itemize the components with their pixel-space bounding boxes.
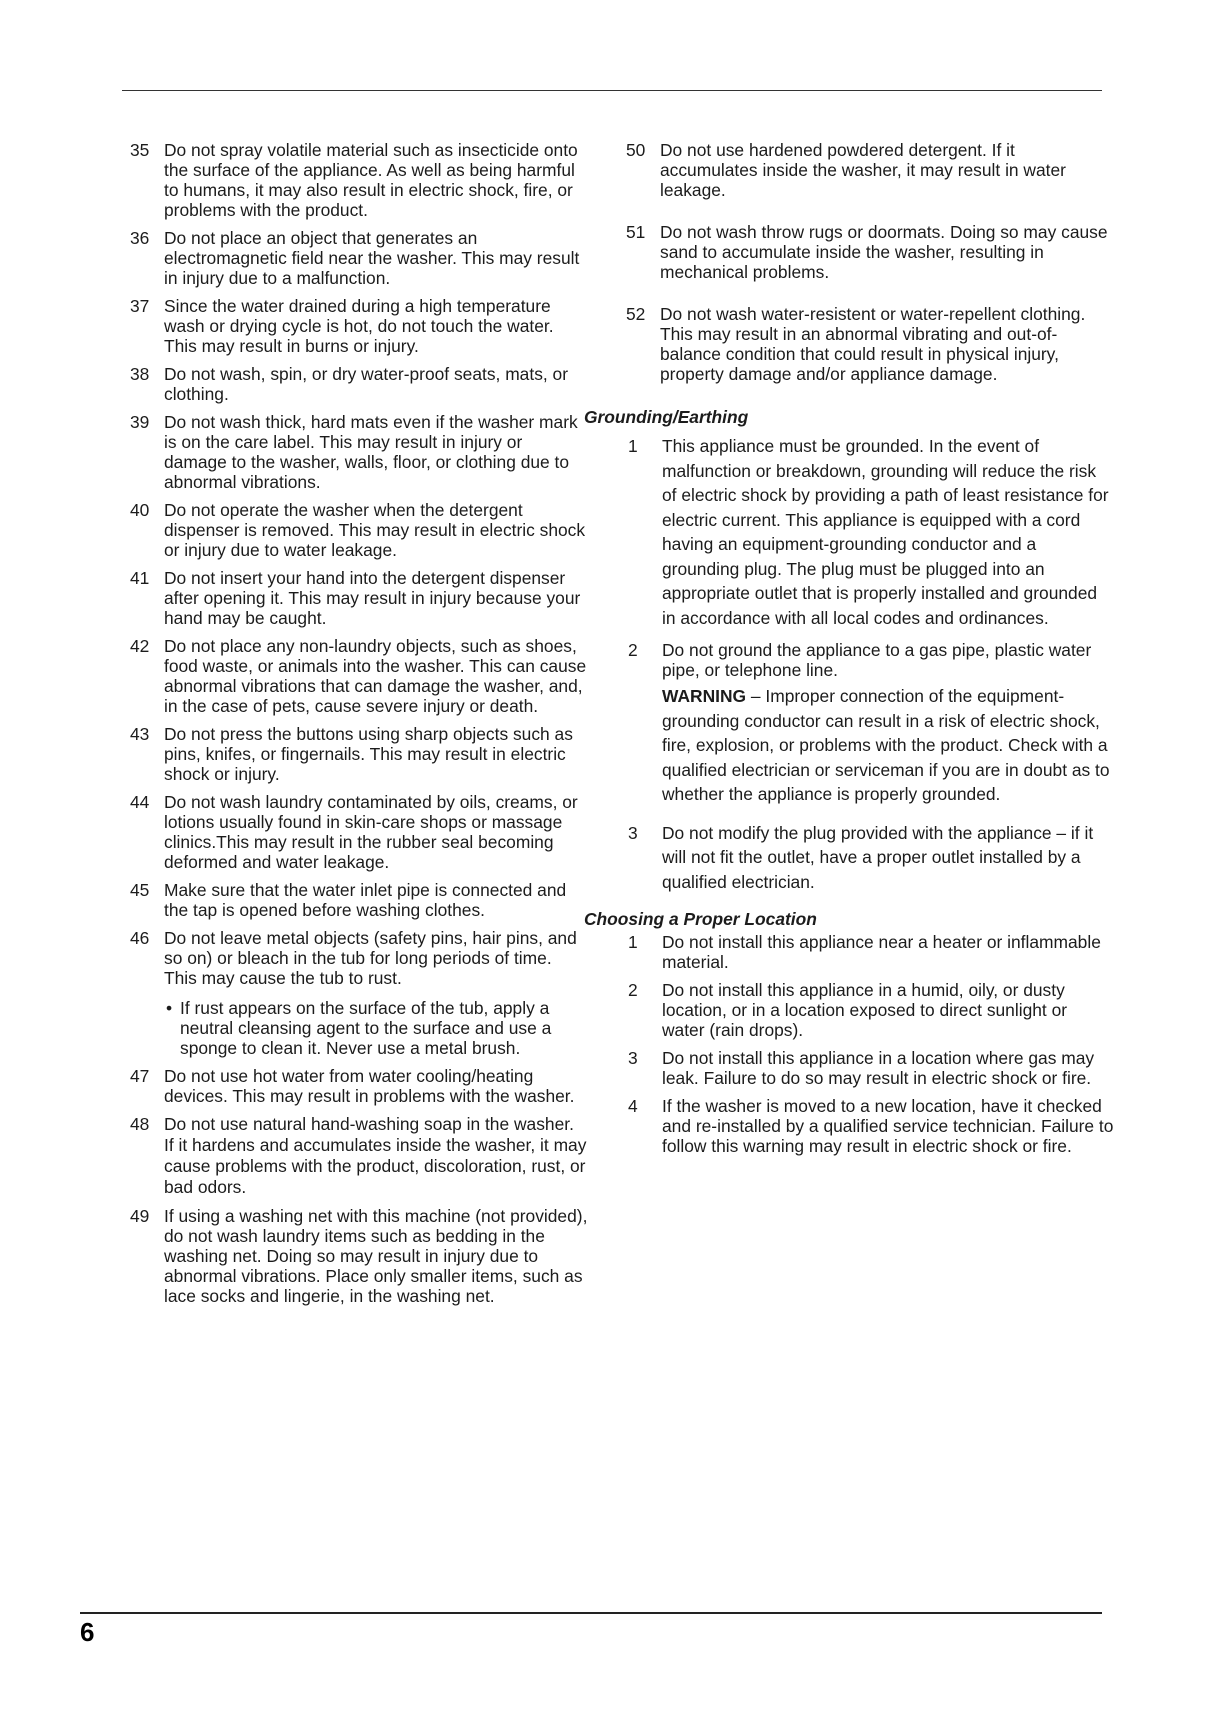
continued-list: [626, 140, 1114, 384]
list-item: [130, 140, 588, 220]
item-number: 1: [628, 436, 638, 456]
item-number: 50: [626, 140, 646, 160]
item-text: This appliance must be grounded. In the event of malfunction or breakdown, grounding will reduce the risk of electric shock by providing a path of least resistance for electric current. This appliance is equipped with a cord having an equipment-grounding conductor and a grounding plug. The plug must be plugged into an appropriate outlet that is properly installed and grounded in accordance with all local codes and ordinances.: [662, 436, 1109, 628]
item-text: Do not wash water-resistent or water-repellent clothing. This may result in an abnormal vibrating and out-of-balance condition that could result in physical injury, property damage and/or appliance damage.: [660, 304, 1086, 384]
item-text: Do not spray volatile material such as insecticide onto the surface of the appliance. As well as being harmful to humans, it may also result in electric shock, fire, or problems with the product.: [164, 140, 578, 220]
item-number: 1: [628, 932, 638, 952]
item-text: Do not press the buttons using sharp objects such as pins, knifes, or fingernails. This may result in electric shock or injury.: [164, 724, 573, 784]
top-divider: [122, 90, 1102, 91]
list-item: [130, 568, 588, 628]
list-item: [130, 1066, 588, 1106]
list-item: [130, 880, 588, 920]
list-item: [130, 296, 588, 356]
item-number: 41: [130, 568, 150, 588]
item-text: Do not use hardened powdered detergent. If it accumulates inside the washer, it may result in water leakage.: [660, 140, 1066, 200]
item-text: Do not install this appliance near a heater or inflammable material.: [662, 932, 1101, 972]
section-heading-location: Choosing a Proper Location: [584, 909, 817, 929]
list-item: [130, 1206, 588, 1306]
item-number: 40: [130, 500, 150, 520]
list-item: [628, 640, 1114, 680]
section-heading-grounding: Grounding/Earthing: [584, 407, 749, 427]
warning-text: – Improper connection of the equipment-grounding conductor can result in a risk of electric shock, fire, explosion, or problems with the product. Check with a qualified electrician or serviceman if you are in doubt as to whether the appliance is properly grounded.: [662, 686, 1110, 804]
list-item: [628, 980, 1114, 1040]
list-item: [628, 1096, 1114, 1156]
item-text: Do not operate the washer when the detergent dispenser is removed. This may result in electric shock or injury due to water leakage.: [164, 500, 586, 560]
item-number: 47: [130, 1066, 150, 1086]
item-text: Do not use hot water from water cooling/heating devices. This may result in problems with the washer.: [164, 1066, 575, 1106]
list-item: [130, 1114, 588, 1198]
item-text: If the washer is moved to a new location, have it checked and re-installed by a qualified service technician. Failure to follow this warning may result in electric shock or fire.: [662, 1096, 1114, 1156]
list-item: [130, 412, 588, 492]
grounding-list: [628, 434, 1114, 894]
item-text: Make sure that the water inlet pipe is connected and the tap is opened before washing clothes.: [164, 880, 567, 920]
item-number: 49: [130, 1206, 150, 1226]
item-text: Since the water drained during a high temperature wash or drying cycle is hot, do not touch the water. This may result in burns or injury.: [164, 296, 554, 356]
item-text: Do not modify the plug provided with the appliance – if it will not fit the outlet, have a proper outlet installed by a qualified electrician.: [662, 822, 1094, 892]
item-text: Do not ground the appliance to a gas pipe, plastic water pipe, or telephone line.: [662, 640, 1092, 680]
item-text: Do not wash laundry contaminated by oils, creams, or lotions usually found in skin-care shops or massage clinics.This may result in the rubber seal becoming deformed and water leakage.: [164, 792, 578, 872]
item-number: 37: [130, 296, 150, 316]
left-column: [130, 140, 588, 1314]
item-text: Do not wash throw rugs or doormats. Doing so may cause sand to accumulate inside the washer, resulting in mechanical problems.: [660, 222, 1108, 282]
item-text: Do not install this appliance in a location where gas may leak. Failure to do so may result in electric shock or fire.: [662, 1048, 1095, 1088]
item-number: 38: [130, 364, 150, 384]
item-number: 2: [628, 980, 638, 1000]
bullet-text: If rust appears on the surface of the tub, apply a neutral cleansing agent to the surface and use a sponge to clean it. Never use a metal brush.: [180, 998, 552, 1058]
list-item: [628, 434, 1114, 630]
item-text: Do not wash thick, hard mats even if the washer mark is on the care label. This may result in injury or damage to the washer, walls, floor, or clothing due to abnormal vibrations.: [164, 412, 578, 492]
warning-note: [662, 684, 1114, 807]
item-text: Do not install this appliance in a humid, oily, or dusty location, or in a location exposed to direct sunlight or water (rain drops).: [662, 980, 1068, 1040]
list-item: [130, 928, 588, 988]
item-number: 35: [130, 140, 150, 160]
list-item: [130, 792, 588, 872]
item-number: 44: [130, 792, 150, 812]
item-number: 51: [626, 222, 646, 242]
item-text: If using a washing net with this machine (not provided), do not wash laundry items such as bedding in the washing net. Doing so may result in injury due to abnormal vibrations. Place only smaller items, such as lace socks and lingerie, in the washing net.: [164, 1206, 588, 1306]
list-item: [628, 932, 1114, 972]
list-item: [628, 1048, 1114, 1088]
item-number: 46: [130, 928, 150, 948]
sub-bullet: [166, 998, 588, 1058]
item-text: Do not wash, spin, or dry water-proof seats, mats, or clothing.: [164, 364, 569, 404]
item-number: 2: [628, 640, 638, 660]
item-number: 48: [130, 1114, 150, 1134]
location-list: [628, 932, 1114, 1156]
item-text: Do not place any non-laundry objects, such as shoes, food waste, or animals into the washer. This can cause abnormal vibrations that can damage the washer, and, in the case of pets, cause severe injury or death.: [164, 636, 587, 716]
item-text: Do not place an object that generates an electromagnetic field near the washer. This may result in injury due to a malfunction.: [164, 228, 580, 288]
item-number: 36: [130, 228, 150, 248]
item-number: 39: [130, 412, 150, 432]
page-number: 6: [80, 1617, 95, 1647]
bottom-divider: [80, 1612, 1102, 1614]
warning-label: WARNING: [662, 686, 747, 706]
item-number: 3: [628, 822, 638, 843]
list-item: [130, 500, 588, 560]
item-number: 4: [628, 1096, 638, 1116]
item-text: Do not use natural hand-washing soap in the washer. If it hardens and accumulates inside the washer, it may cause problems with the product, discoloration, rust, or bad odors.: [164, 1114, 587, 1197]
right-column: [584, 140, 1114, 1164]
bullet-icon: •: [166, 998, 173, 1018]
item-number: 43: [130, 724, 150, 744]
item-number: 45: [130, 880, 150, 900]
item-number: 52: [626, 304, 646, 324]
list-item: [130, 228, 588, 288]
list-item: [130, 364, 588, 404]
item-number: 42: [130, 636, 150, 656]
list-item: [628, 821, 1114, 895]
list-item: [626, 222, 1114, 282]
list-item: [626, 140, 1114, 200]
item-text: Do not insert your hand into the detergent dispenser after opening it. This may result in injury because your hand may be caught.: [164, 568, 581, 628]
list-item: [130, 636, 588, 716]
item-text: Do not leave metal objects (safety pins, hair pins, and so on) or bleach in the tub for long periods of time. This may cause the tub to rust.: [164, 928, 577, 988]
list-item: [626, 304, 1114, 384]
grounding-section: [584, 406, 1114, 1156]
list-item: [130, 724, 588, 784]
item-number: 3: [628, 1048, 638, 1068]
